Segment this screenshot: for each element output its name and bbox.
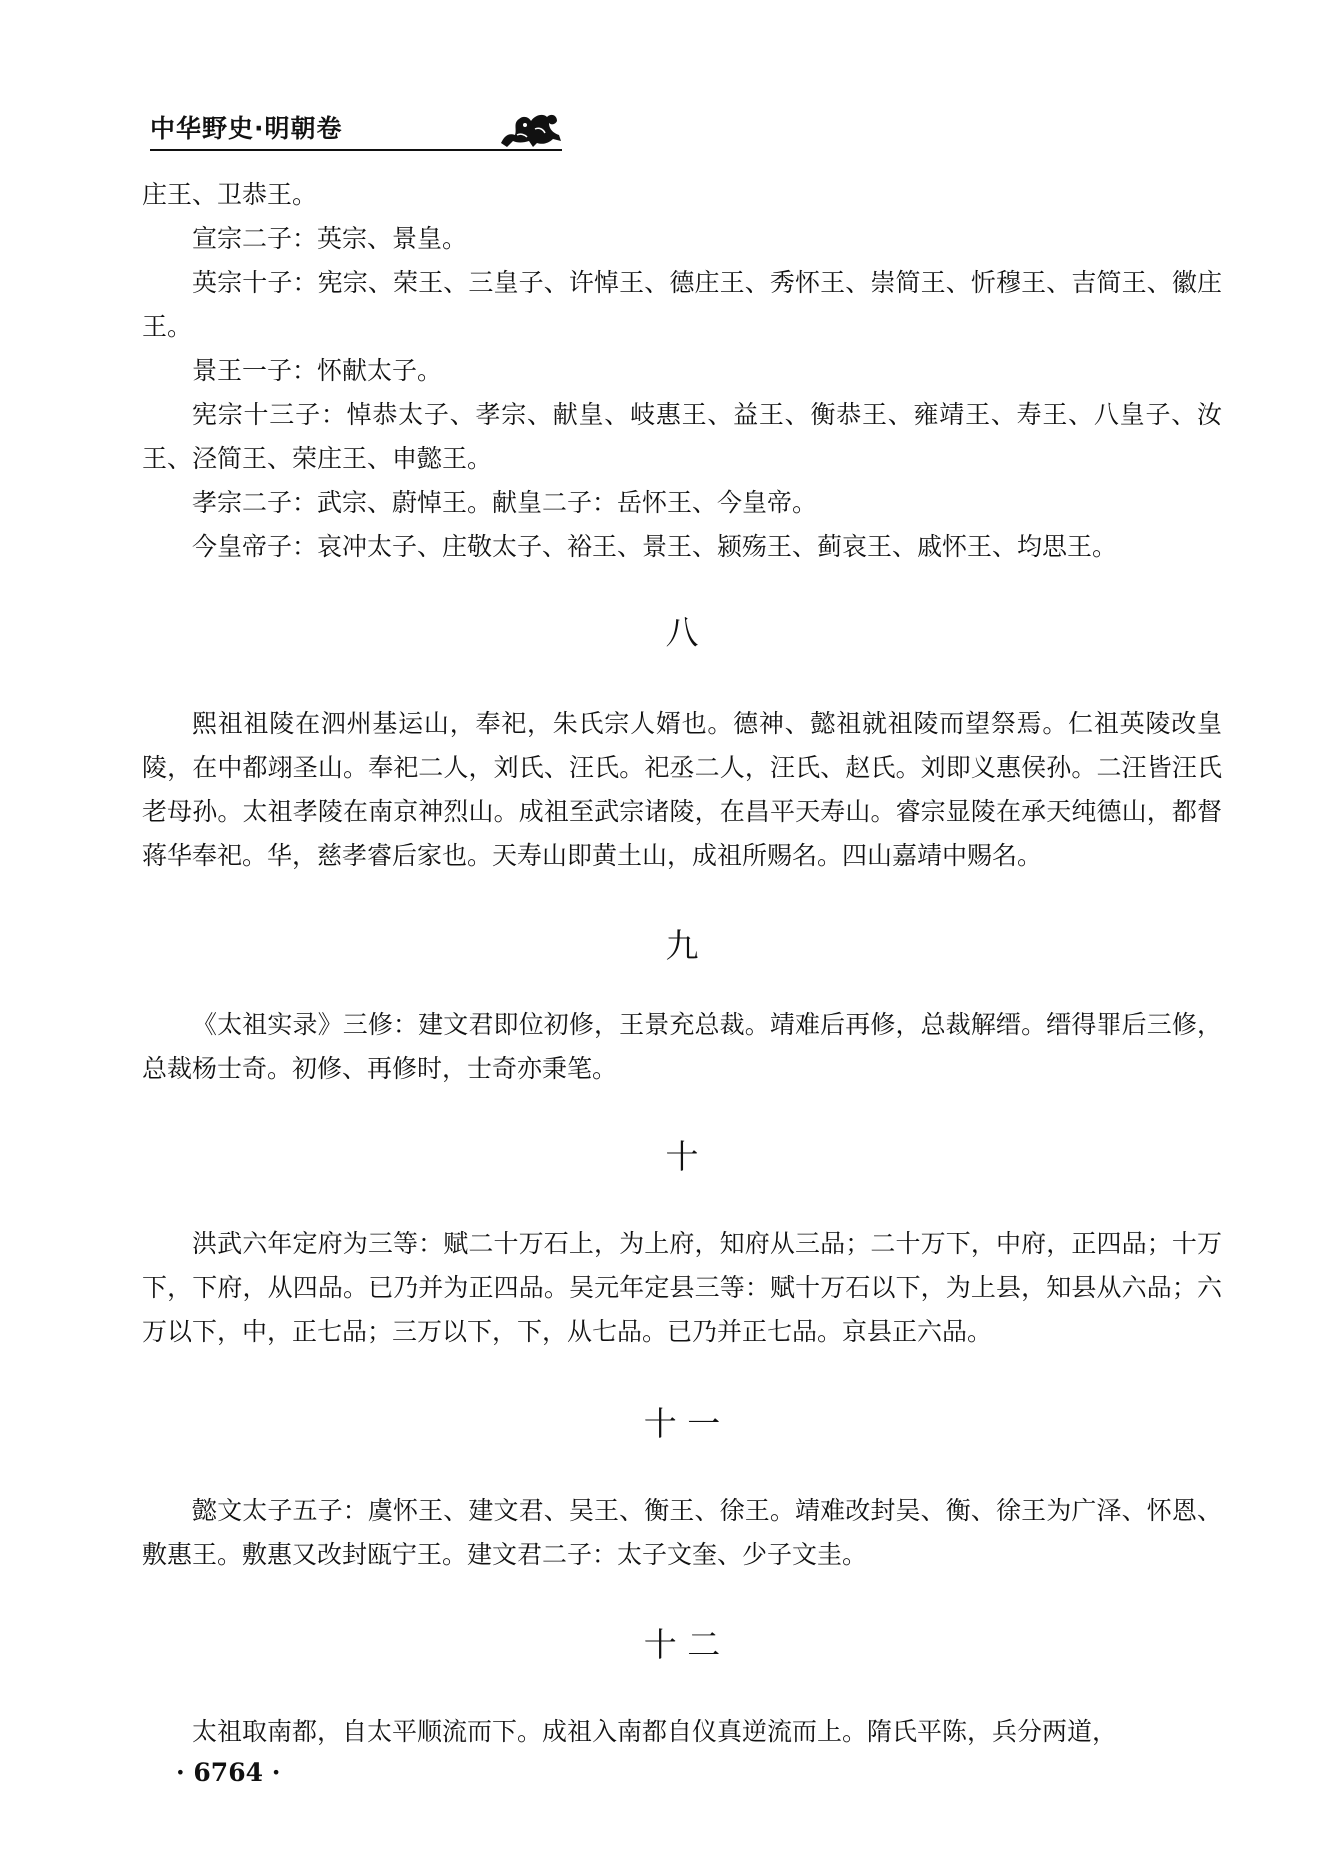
paragraph: 景王一子：怀献太子。 xyxy=(192,356,443,385)
paragraph: 宣宗二子：英宗、景皇。 xyxy=(192,224,468,253)
section-heading: 十 一 xyxy=(643,1404,721,1443)
paragraph: 太祖取南都，自太平顺流而下。成祖入南都自仪真逆流而上。隋氏平陈，兵分两道， xyxy=(192,1717,1118,1746)
paragraph: 宪宗十三子：悼恭太子、孝宗、献皇、岐惠王、益王、衡恭王、雍靖王、寿王、八皇子、汝王、泾简王、荣庄王、申懿王。 xyxy=(142,400,1222,473)
paragraph: 庄王、卫恭王。 xyxy=(142,180,318,209)
paragraph: 今皇帝子：哀冲太子、庄敬太子、裕王、景王、颍殇王、蓟哀王、戚怀王、均思王。 xyxy=(192,532,1118,561)
paragraph: 熙祖祖陵在泗州基运山，奉祀，朱氏宗人婿也。德神、懿祖就祖陵而望祭焉。仁祖英陵改皇陵，在中都翊圣山。奉祀二人，刘氏、汪氏。祀丞二人，汪氏、赵氏。刘即义惠侯孙。二汪皆汪氏老母孙。太祖孝陵在南京神烈山。成祖至武宗诸陵，在昌平天寿山。睿宗显陵在承天纯德山，都督蒋华奉祀。华，慈孝睿后家也。天寿山即黄土山，成祖所赐名。四山嘉靖中赐名。 xyxy=(142,709,1222,870)
section-heading: 十 xyxy=(665,1137,699,1176)
page-body xyxy=(142,173,1222,1754)
header-rule xyxy=(150,149,562,151)
page-number: · 6764 · xyxy=(176,1758,281,1787)
paragraph: 孝宗二子：武宗、蔚悼王。献皇二子：岳怀王、今皇帝。 xyxy=(192,488,818,517)
paragraph: 《太祖实录》三修：建文君即位初修，王景充总裁。靖难后再修，总裁解缙。缙得罪后三修，总裁杨士奇。初修、再修时，士奇亦秉笔。 xyxy=(142,1010,1222,1083)
paragraph: 英宗十子：宪宗、荣王、三皇子、许悼王、德庄王、秀怀王、崇简王、忻穆王、吉简王、徽庄王。 xyxy=(142,268,1222,341)
paragraph: 洪武六年定府为三等：赋二十万石上，为上府，知府从三品；二十万下，中府，正四品；十万下，下府，从四品。已乃并为正四品。吴元年定县三等：赋十万石以下，为上县，知县从六品；六万以下，中，正七品；三万以下，下，从七品。已乃并正七品。京县正六品。 xyxy=(142,1229,1222,1346)
ornamental-beast-logo-icon xyxy=(495,105,567,151)
section-heading: 九 xyxy=(665,926,699,965)
header-title: 中华野史·明朝卷 xyxy=(150,114,343,143)
paragraph: 懿文太子五子：虞怀王、建文君、吴王、衡王、徐王。靖难改封吴、衡、徐王为广泽、怀恩、敷惠王。敷惠又改封瓯宁王。建文君二子：太子文奎、少子文圭。 xyxy=(142,1496,1222,1569)
section-heading: 八 xyxy=(665,613,699,652)
section-heading: 十 二 xyxy=(643,1625,721,1664)
running-header xyxy=(150,105,562,157)
